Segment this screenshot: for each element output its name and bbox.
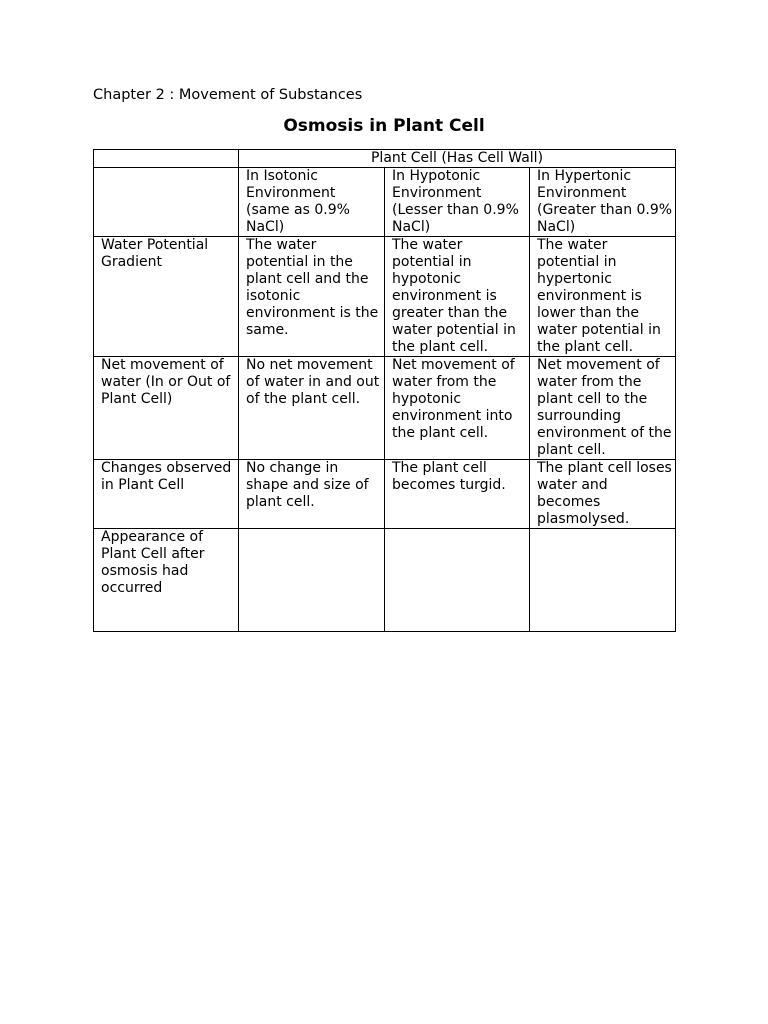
table-corner-cell: [94, 150, 239, 168]
table-row: [94, 237, 676, 357]
row-label: Appearance of Plant Cell after osmosis had occurred: [101, 529, 205, 596]
cell-text: The water potential in hypertonic environment is lower than the water potential in the plant cell.: [537, 237, 661, 355]
osmosis-table: [93, 149, 676, 632]
table-cell: [239, 529, 385, 632]
row-label-cell: [94, 357, 239, 460]
column-header-isotonic: [239, 168, 385, 237]
group-header-label: Plant Cell (Has Cell Wall): [370, 150, 544, 166]
table-cell: [530, 357, 676, 460]
cell-text: The plant cell becomes turgid.: [392, 460, 506, 493]
table-cell: [239, 460, 385, 529]
row-label-cell: [94, 237, 239, 357]
column-header-label: In Isotonic Environment (same as 0.9% NaCl): [246, 168, 350, 235]
table-row: [94, 529, 676, 632]
table-cell: [530, 237, 676, 357]
table-cell: [385, 357, 530, 460]
cell-text: The plant cell loses water and becomes plasmolysed.: [537, 460, 672, 527]
chapter-heading: Chapter 2 : Movement of Substances: [93, 87, 363, 103]
column-header-label: In Hypotonic Environment (Lesser than 0.9% NaCl): [392, 168, 519, 235]
table-cell: [385, 460, 530, 529]
table-header-row-columns: [94, 168, 676, 237]
table-cell: [530, 529, 676, 632]
table-cell: [239, 357, 385, 460]
row-label: Water Potential Gradient: [101, 237, 209, 270]
cell-text: The water potential in hypotonic environment is greater than the water potential in the plant cell.: [392, 237, 516, 355]
row-label-cell: [94, 460, 239, 529]
table-cell: [385, 237, 530, 357]
column-header-blank-cell: [94, 168, 239, 237]
cell-text: No change in shape and size of plant cell.: [246, 460, 369, 510]
table-header-row-group: [94, 150, 676, 168]
cell-text: Net movement of water from the hypotonic environment into the plant cell.: [392, 357, 515, 441]
table-row: [94, 460, 676, 529]
table-row: [94, 357, 676, 460]
cell-text: No net movement of water in and out of the plant cell.: [246, 357, 380, 407]
row-label-cell: [94, 529, 239, 632]
group-header-cell: [239, 150, 676, 168]
row-label: Changes observed in Plant Cell: [101, 460, 232, 493]
column-header-label: In Hypertonic Environment (Greater than 0.9% NaCl): [537, 168, 673, 235]
cell-text: Net movement of water from the plant cell to the surrounding environment of the plant cell.: [537, 357, 672, 458]
table-cell: [530, 460, 676, 529]
table-cell: [385, 529, 530, 632]
row-label: Net movement of water (In or Out of Plant Cell): [101, 357, 231, 407]
cell-text: The water potential in the plant cell and the isotonic environment is the same.: [246, 237, 379, 338]
document-title: Osmosis in Plant Cell: [283, 116, 485, 136]
column-header-hypertonic: [530, 168, 676, 237]
column-header-hypotonic: [385, 168, 530, 237]
table-cell: [239, 237, 385, 357]
